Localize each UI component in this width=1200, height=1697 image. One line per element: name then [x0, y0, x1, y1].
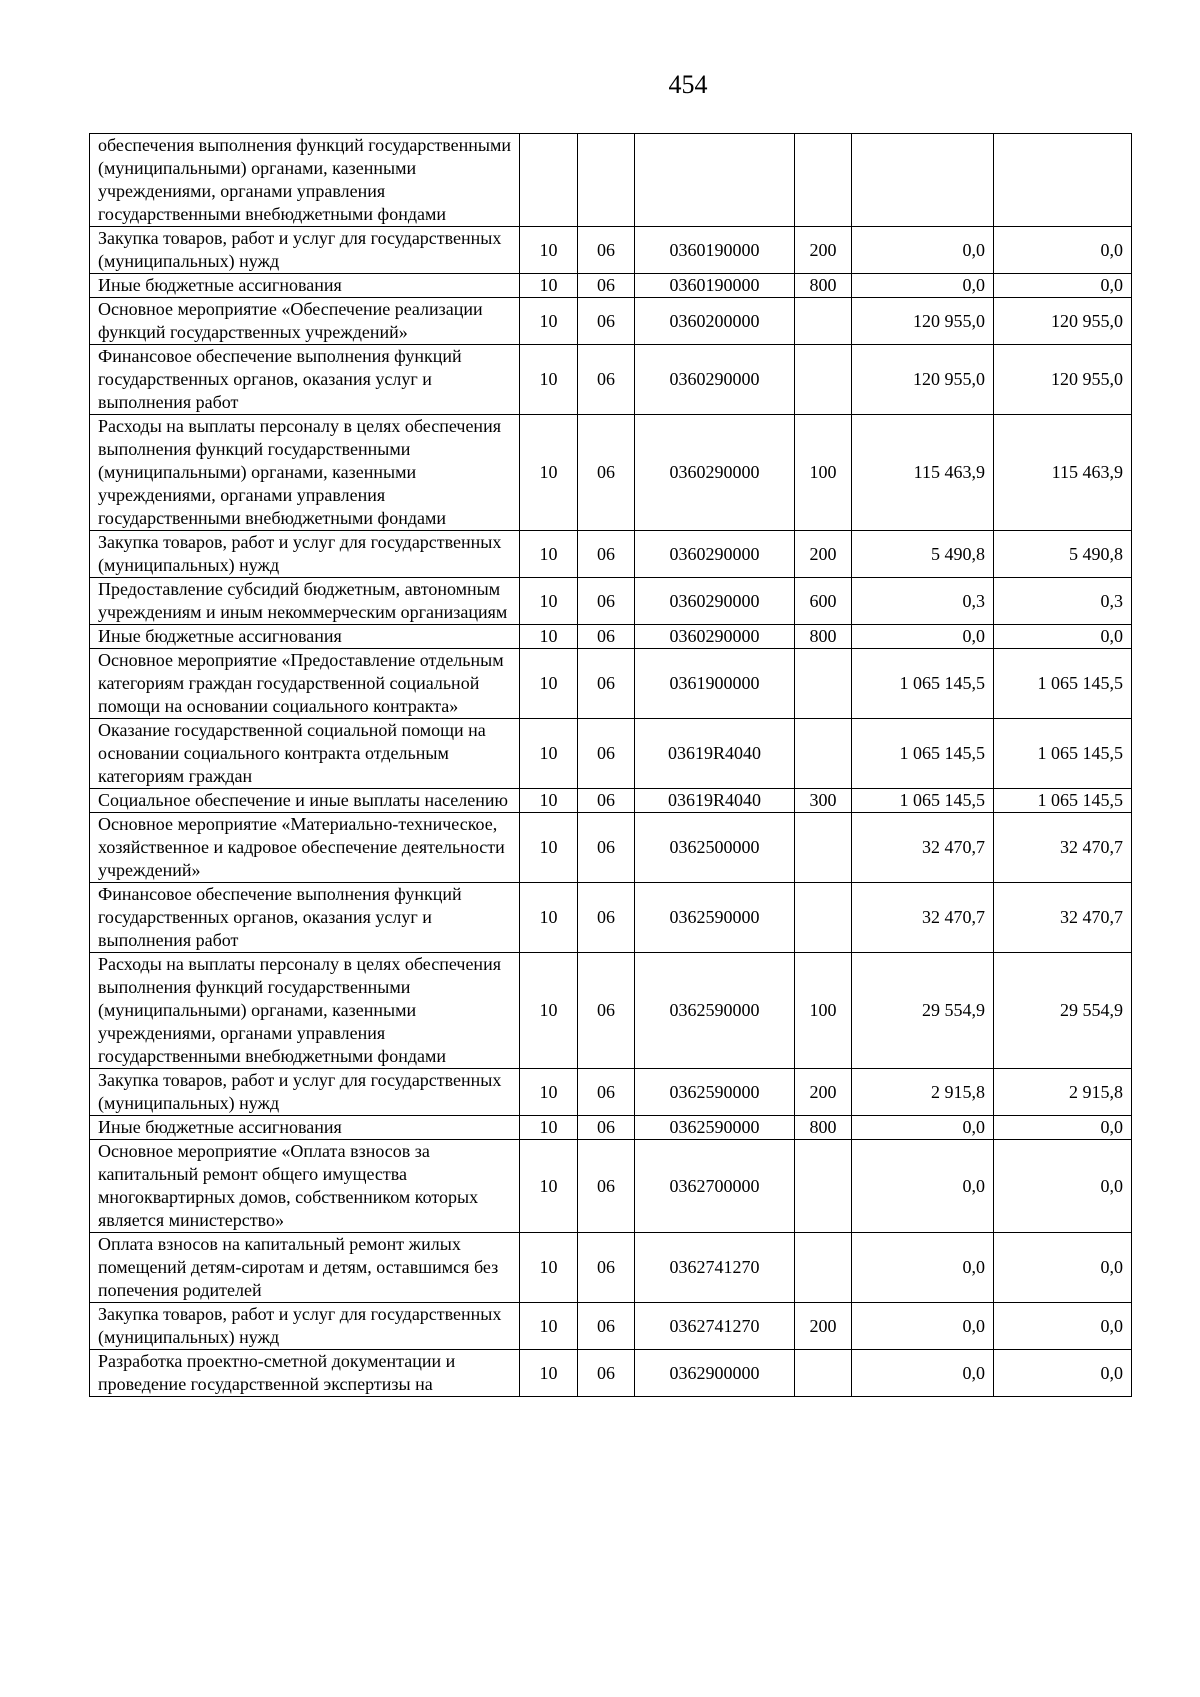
row-expense-type: 200 — [795, 227, 852, 274]
row-section: 10 — [520, 719, 578, 789]
row-target-article: 0360290000 — [635, 625, 795, 649]
row-name: Финансовое обеспечение выполнения функций государственных органов, оказания услуг и выполнения работ — [90, 883, 520, 953]
row-section: 10 — [520, 1303, 578, 1350]
table-row — [90, 298, 1132, 345]
row-section: 10 — [520, 1069, 578, 1116]
row-target-article: 0362590000 — [635, 883, 795, 953]
row-section: 10 — [520, 625, 578, 649]
row-subsection: 06 — [578, 1303, 635, 1350]
row-subsection: 06 — [578, 274, 635, 298]
row-subsection: 06 — [578, 1140, 635, 1233]
row-amount-year-1: 120 955,0 — [852, 298, 994, 345]
row-subsection: 06 — [578, 1233, 635, 1303]
row-amount-year-2: 120 955,0 — [994, 298, 1132, 345]
row-amount-year-1 — [852, 134, 994, 227]
row-name: обеспечения выполнения функций государственными (муниципальными) органами, казенными учреждениями, органами управления государственными внебюджетными фондами — [90, 134, 520, 227]
row-target-article: 0360190000 — [635, 274, 795, 298]
row-target-article: 0362741270 — [635, 1233, 795, 1303]
row-expense-type — [795, 345, 852, 415]
row-subsection: 06 — [578, 415, 635, 531]
row-name: Социальное обеспечение и иные выплаты населению — [90, 789, 520, 813]
row-subsection: 06 — [578, 953, 635, 1069]
row-expense-type — [795, 298, 852, 345]
row-target-article: 0361900000 — [635, 649, 795, 719]
row-name: Расходы на выплаты персоналу в целях обеспечения выполнения функций государственными (муниципальными) органами, казенными учреждениями, органами управления государственными внебюджетными фондами — [90, 953, 520, 1069]
row-amount-year-2: 29 554,9 — [994, 953, 1132, 1069]
row-name: Предоставление субсидий бюджетным, автономным учреждениям и иным некоммерческим организациям — [90, 578, 520, 625]
row-amount-year-2: 32 470,7 — [994, 813, 1132, 883]
row-expense-type: 100 — [795, 953, 852, 1069]
row-subsection: 06 — [578, 649, 635, 719]
row-amount-year-2: 0,0 — [994, 1140, 1132, 1233]
row-amount-year-1: 0,0 — [852, 1303, 994, 1350]
row-subsection: 06 — [578, 883, 635, 953]
row-name: Основное мероприятие «Предоставление отдельным категориям граждан государственной социальной помощи на основании социального контракта» — [90, 649, 520, 719]
row-target-article: 0360190000 — [635, 227, 795, 274]
row-expense-type — [795, 813, 852, 883]
row-amount-year-2: 0,0 — [994, 227, 1132, 274]
row-section: 10 — [520, 1350, 578, 1397]
row-amount-year-2: 2 915,8 — [994, 1069, 1132, 1116]
table-row — [90, 578, 1132, 625]
table-body — [90, 134, 1132, 1397]
table-row — [90, 813, 1132, 883]
row-amount-year-2: 1 065 145,5 — [994, 719, 1132, 789]
row-subsection: 06 — [578, 1116, 635, 1140]
row-target-article: 0360290000 — [635, 415, 795, 531]
table-row — [90, 953, 1132, 1069]
row-subsection: 06 — [578, 578, 635, 625]
row-subsection — [578, 134, 635, 227]
table-row — [90, 1303, 1132, 1350]
budget-table — [89, 133, 1132, 1397]
row-name: Расходы на выплаты персоналу в целях обеспечения выполнения функций государственными (муниципальными) органами, казенными учреждениями, органами управления государственными внебюджетными фондами — [90, 415, 520, 531]
table-row — [90, 789, 1132, 813]
row-section: 10 — [520, 345, 578, 415]
row-target-article: 0362590000 — [635, 1069, 795, 1116]
table-row — [90, 649, 1132, 719]
row-section: 10 — [520, 227, 578, 274]
row-amount-year-1: 29 554,9 — [852, 953, 994, 1069]
row-amount-year-1: 32 470,7 — [852, 883, 994, 953]
row-amount-year-2: 115 463,9 — [994, 415, 1132, 531]
row-amount-year-1: 0,0 — [852, 1140, 994, 1233]
row-expense-type: 600 — [795, 578, 852, 625]
row-section: 10 — [520, 649, 578, 719]
row-subsection: 06 — [578, 345, 635, 415]
row-target-article: 0360290000 — [635, 578, 795, 625]
row-amount-year-2: 0,3 — [994, 578, 1132, 625]
table-row — [90, 1140, 1132, 1233]
row-amount-year-1: 0,0 — [852, 227, 994, 274]
row-expense-type — [795, 649, 852, 719]
row-amount-year-1: 120 955,0 — [852, 345, 994, 415]
row-amount-year-2: 0,0 — [994, 1303, 1132, 1350]
row-expense-type: 200 — [795, 1069, 852, 1116]
row-name: Закупка товаров, работ и услуг для государственных (муниципальных) нужд — [90, 227, 520, 274]
page-number: 454 — [668, 70, 708, 99]
row-amount-year-2: 0,0 — [994, 1233, 1132, 1303]
row-amount-year-1: 115 463,9 — [852, 415, 994, 531]
row-section: 10 — [520, 531, 578, 578]
row-target-article: 03619R4040 — [635, 719, 795, 789]
row-name: Закупка товаров, работ и услуг для государственных (муниципальных) нужд — [90, 1303, 520, 1350]
row-name: Иные бюджетные ассигнования — [90, 274, 520, 298]
row-name: Разработка проектно-сметной документации и проведение государственной экспертизы на — [90, 1350, 520, 1397]
table-row — [90, 719, 1132, 789]
table-row — [90, 1116, 1132, 1140]
table-row — [90, 625, 1132, 649]
row-amount-year-2 — [994, 134, 1132, 227]
row-expense-type — [795, 1233, 852, 1303]
row-subsection: 06 — [578, 789, 635, 813]
row-target-article: 0362590000 — [635, 1116, 795, 1140]
row-target-article: 03619R4040 — [635, 789, 795, 813]
row-amount-year-1: 0,0 — [852, 274, 994, 298]
row-target-article — [635, 134, 795, 227]
row-amount-year-1: 5 490,8 — [852, 531, 994, 578]
row-amount-year-2: 5 490,8 — [994, 531, 1132, 578]
row-target-article: 0362741270 — [635, 1303, 795, 1350]
row-section: 10 — [520, 813, 578, 883]
row-amount-year-1: 0,0 — [852, 1116, 994, 1140]
row-target-article: 0362900000 — [635, 1350, 795, 1397]
row-expense-type — [795, 1140, 852, 1233]
row-expense-type: 200 — [795, 531, 852, 578]
row-amount-year-1: 0,0 — [852, 1350, 994, 1397]
row-amount-year-2: 1 065 145,5 — [994, 789, 1132, 813]
row-subsection: 06 — [578, 1350, 635, 1397]
row-amount-year-2: 0,0 — [994, 1350, 1132, 1397]
row-target-article: 0360290000 — [635, 345, 795, 415]
row-section: 10 — [520, 1116, 578, 1140]
row-amount-year-1: 1 065 145,5 — [852, 719, 994, 789]
row-section: 10 — [520, 274, 578, 298]
row-expense-type: 100 — [795, 415, 852, 531]
row-name: Финансовое обеспечение выполнения функций государственных органов, оказания услуг и выполнения работ — [90, 345, 520, 415]
table-row — [90, 227, 1132, 274]
row-name: Закупка товаров, работ и услуг для государственных (муниципальных) нужд — [90, 531, 520, 578]
row-subsection: 06 — [578, 227, 635, 274]
row-name: Основное мероприятие «Материально-техническое, хозяйственное и кадровое обеспечение деятельности учреждений» — [90, 813, 520, 883]
row-expense-type: 200 — [795, 1303, 852, 1350]
table-row — [90, 274, 1132, 298]
row-amount-year-1: 1 065 145,5 — [852, 789, 994, 813]
table-row — [90, 134, 1132, 227]
row-section: 10 — [520, 1140, 578, 1233]
row-section: 10 — [520, 578, 578, 625]
row-amount-year-2: 32 470,7 — [994, 883, 1132, 953]
row-name: Основное мероприятие «Оплата взносов за капитальный ремонт общего имущества многоквартирных домов, собственником которых является министерство» — [90, 1140, 520, 1233]
row-name: Оплата взносов на капитальный ремонт жилых помещений детям-сиротам и детям, оставшимся без попечения родителей — [90, 1233, 520, 1303]
row-section: 10 — [520, 953, 578, 1069]
row-section: 10 — [520, 883, 578, 953]
row-target-article: 0362700000 — [635, 1140, 795, 1233]
row-expense-type — [795, 883, 852, 953]
row-amount-year-2: 0,0 — [994, 625, 1132, 649]
row-amount-year-1: 1 065 145,5 — [852, 649, 994, 719]
row-name: Иные бюджетные ассигнования — [90, 1116, 520, 1140]
row-expense-type: 800 — [795, 274, 852, 298]
row-subsection: 06 — [578, 1069, 635, 1116]
row-subsection: 06 — [578, 298, 635, 345]
row-expense-type: 300 — [795, 789, 852, 813]
row-expense-type — [795, 134, 852, 227]
table-row — [90, 531, 1132, 578]
row-amount-year-1: 0,0 — [852, 1233, 994, 1303]
row-amount-year-2: 0,0 — [994, 274, 1132, 298]
row-amount-year-1: 32 470,7 — [852, 813, 994, 883]
table-row — [90, 1233, 1132, 1303]
row-subsection: 06 — [578, 813, 635, 883]
row-subsection: 06 — [578, 719, 635, 789]
row-target-article: 0362500000 — [635, 813, 795, 883]
row-section: 10 — [520, 298, 578, 345]
table-row — [90, 1350, 1132, 1397]
table-row — [90, 1069, 1132, 1116]
row-amount-year-1: 0,0 — [852, 625, 994, 649]
table-row — [90, 883, 1132, 953]
row-amount-year-2: 0,0 — [994, 1116, 1132, 1140]
row-section — [520, 134, 578, 227]
row-amount-year-1: 2 915,8 — [852, 1069, 994, 1116]
row-target-article: 0360290000 — [635, 531, 795, 578]
row-amount-year-1: 0,3 — [852, 578, 994, 625]
row-name: Оказание государственной социальной помощи на основании социального контракта отдельным категориям граждан — [90, 719, 520, 789]
row-amount-year-2: 120 955,0 — [994, 345, 1132, 415]
row-name: Иные бюджетные ассигнования — [90, 625, 520, 649]
table-row — [90, 345, 1132, 415]
row-expense-type: 800 — [795, 1116, 852, 1140]
row-section: 10 — [520, 1233, 578, 1303]
row-section: 10 — [520, 415, 578, 531]
table-row — [90, 415, 1132, 531]
row-target-article: 0362590000 — [635, 953, 795, 1069]
row-name: Основное мероприятие «Обеспечение реализации функций государственных учреждений» — [90, 298, 520, 345]
row-expense-type — [795, 719, 852, 789]
row-subsection: 06 — [578, 625, 635, 649]
row-amount-year-2: 1 065 145,5 — [994, 649, 1132, 719]
row-target-article: 0360200000 — [635, 298, 795, 345]
row-expense-type — [795, 1350, 852, 1397]
row-name: Закупка товаров, работ и услуг для государственных (муниципальных) нужд — [90, 1069, 520, 1116]
row-section: 10 — [520, 789, 578, 813]
row-expense-type: 800 — [795, 625, 852, 649]
row-subsection: 06 — [578, 531, 635, 578]
